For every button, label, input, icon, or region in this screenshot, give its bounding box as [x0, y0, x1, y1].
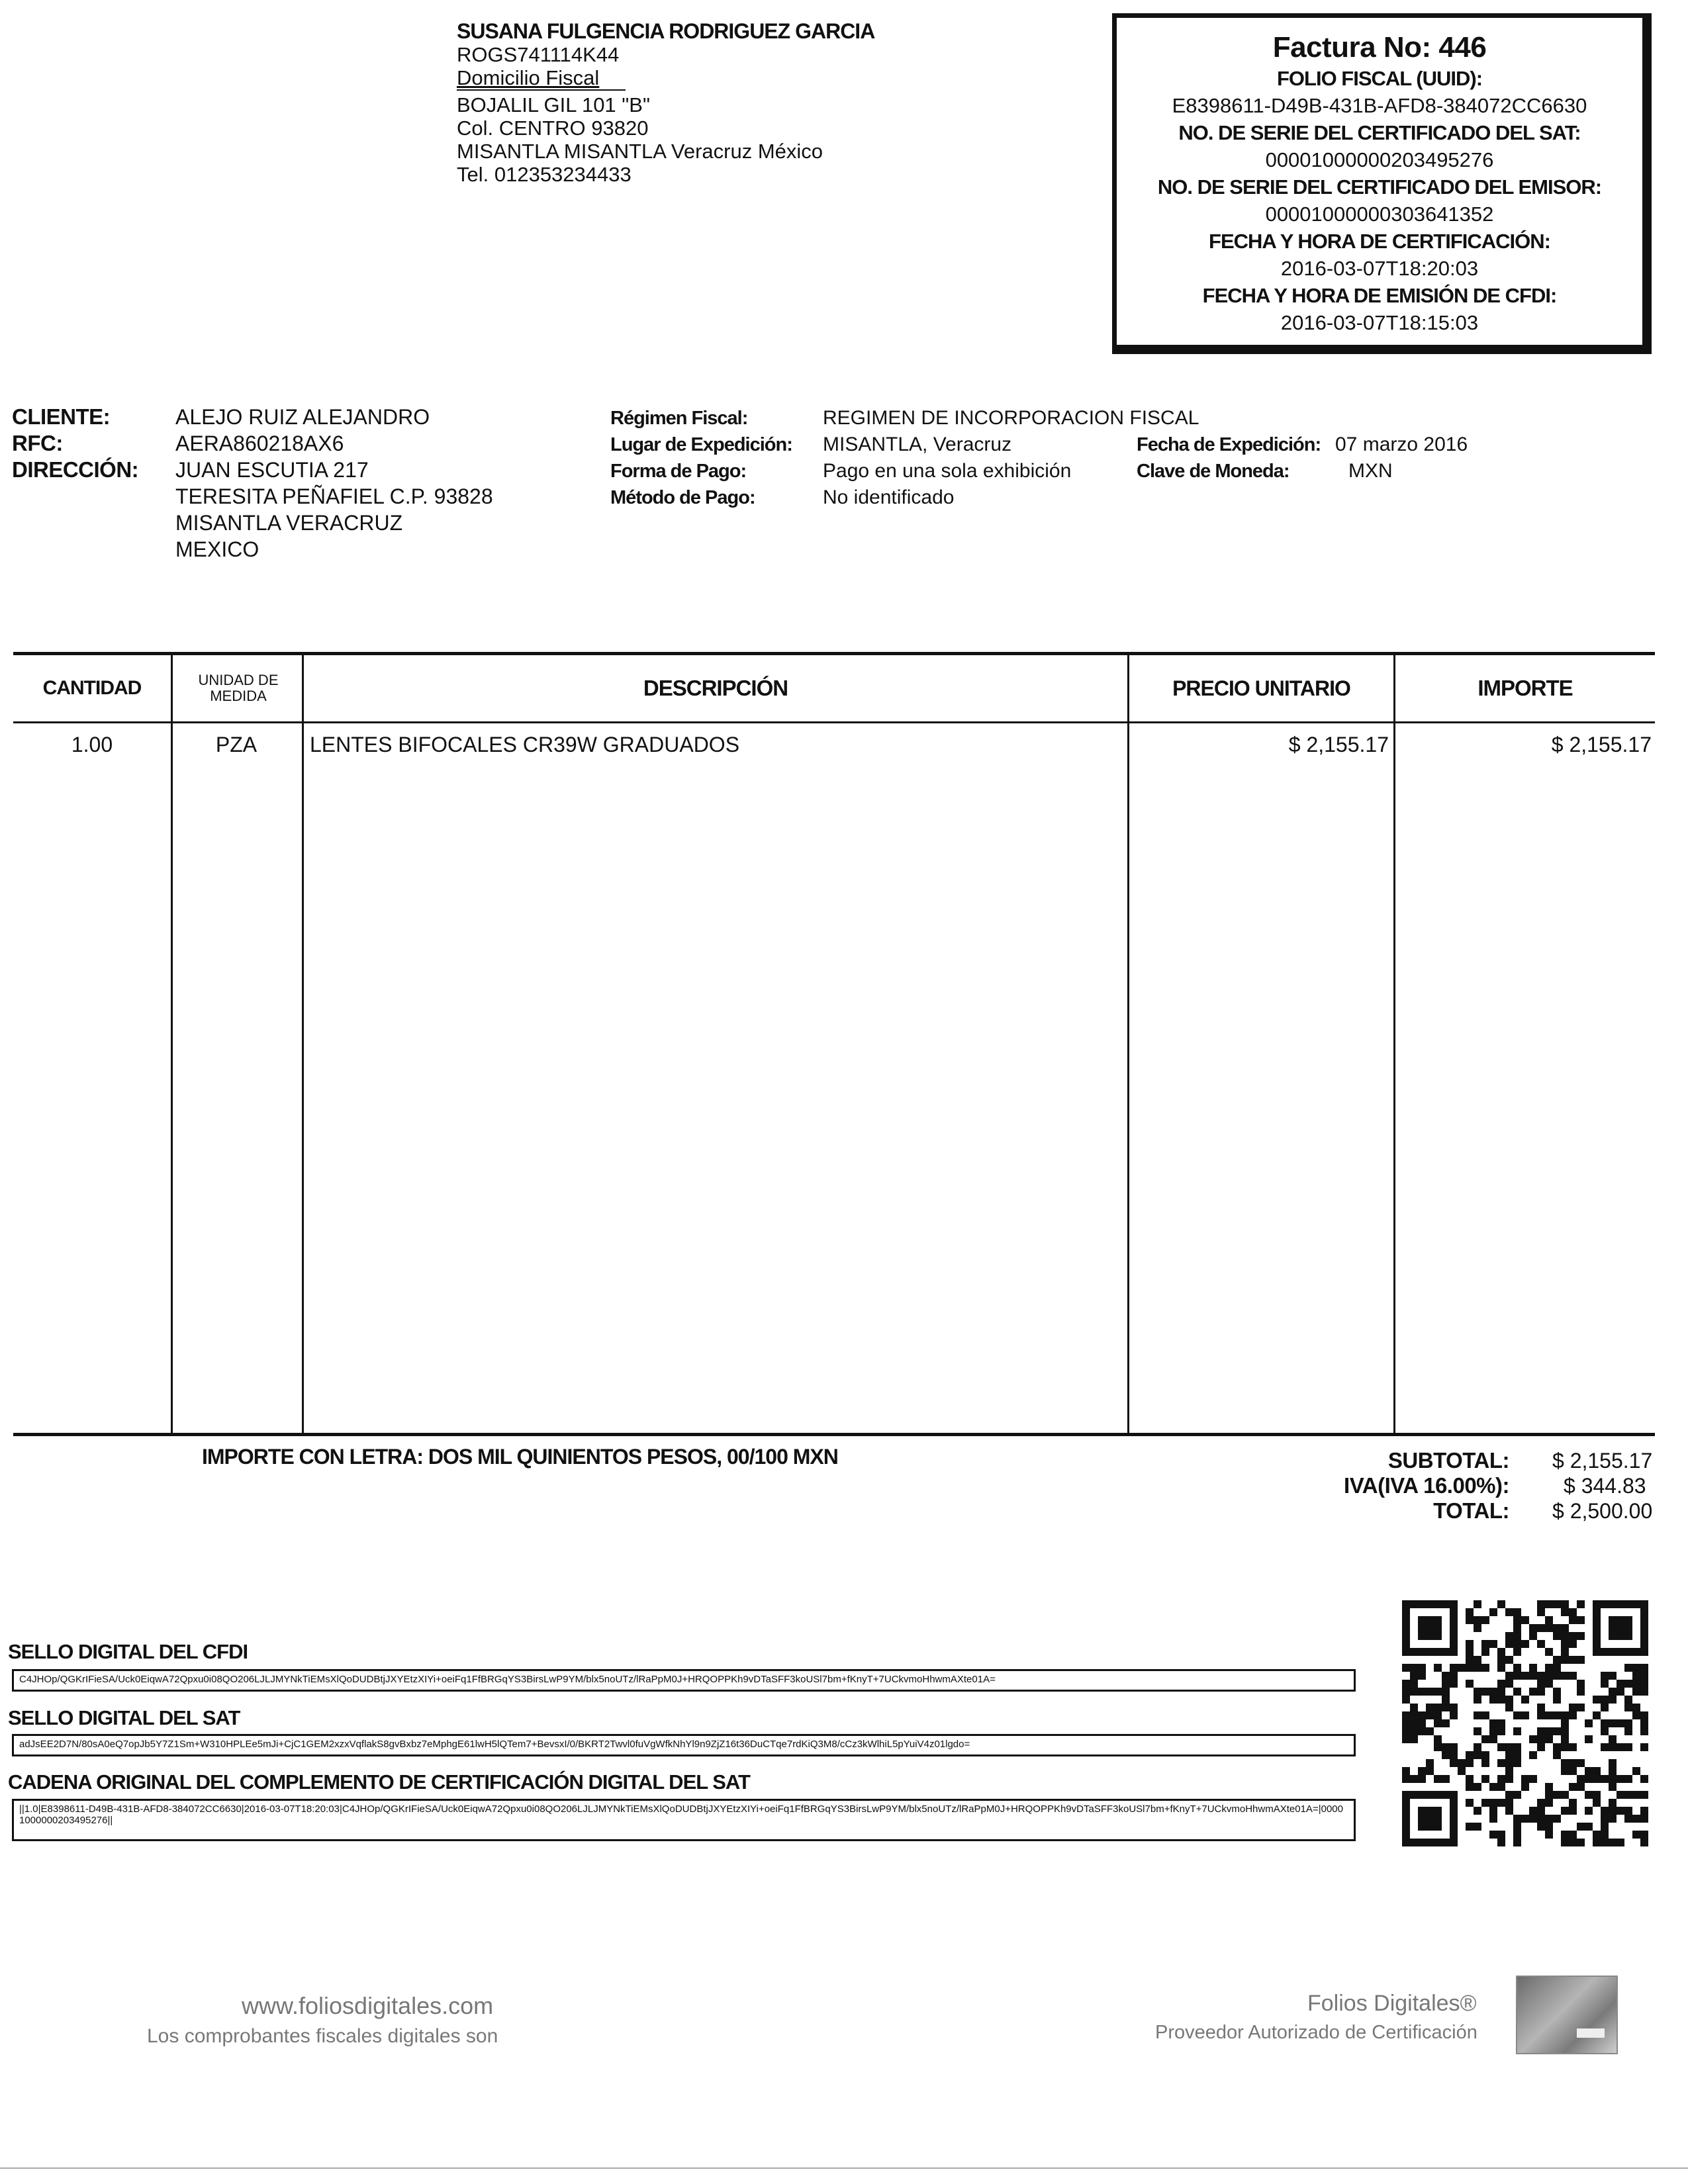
column-divider — [1393, 655, 1395, 1433]
invoice-info-box — [1112, 13, 1652, 354]
total-label: TOTAL: — [1433, 1498, 1509, 1523]
subtotal-label: SUBTOTAL: — [1387, 1448, 1509, 1473]
payment-form-value: Pago en una sola exhibición — [823, 460, 1072, 482]
footer-brand: Folios Digitales® — [1307, 1991, 1477, 2016]
sat-cert-label: NO. DE SERIE DEL CERTIFICADO DEL SAT: — [1178, 121, 1581, 144]
emission-datetime-label: FECHA Y HORA DE EMISIÓN DE CFDI: — [1202, 284, 1557, 307]
seal-tag — [1577, 2028, 1605, 2038]
client-city: MISANTLA VERACRUZ — [175, 511, 403, 535]
uuid-label: FOLIO FISCAL (UUID): — [1276, 67, 1483, 90]
row-unit: PZA — [215, 733, 258, 756]
date-labels — [1137, 432, 1321, 484]
currency-label: Clave de Moneda: — [1137, 461, 1289, 482]
header-unit-price: PRECIO UNITARIO — [1172, 676, 1350, 700]
cfdi-seal-title: SELLO DIGITAL DEL CFDI — [8, 1640, 248, 1663]
column-divider — [171, 655, 173, 1433]
emitter-block — [457, 20, 973, 186]
certification-seal-icon — [1516, 1976, 1618, 2054]
original-chain-value: ||1.0|E8398611-D49B-431B-AFD8-384072CC6630|2016-03-07T18:20:03|C4JHOp/QGKrIFieSA/Uck0EiqwA72Qpxu0i08QO206LJLJMYNkTiEMsXlQoDUDBtjJXYEtzXIYi+oeiFq1FfBRGqYS3BirsLwP9YM/blx5noUTz/lRaPpM0J+HRQOPPKh9vDTaSFF3koUSl7bm+fKnyT+7UCkvmoHhwmAXte01A=|00001000000203495276|| — [19, 1803, 1343, 1826]
emitter-phone: Tel. 012353234433 — [457, 163, 632, 186]
payment-method-label: Método de Pago: — [610, 487, 755, 508]
cert-datetime-label: FECHA Y HORA DE CERTIFICACIÓN: — [1209, 230, 1550, 253]
regime-label: Régimen Fiscal: — [610, 408, 748, 429]
currency-value: MXN — [1348, 460, 1393, 482]
subtotal-value: $ 2,155.17 — [1552, 1449, 1653, 1473]
cfdi-seal-box — [12, 1669, 1356, 1692]
sat-seal-box — [12, 1734, 1356, 1756]
client-label: CLIENTE: — [12, 404, 111, 429]
client-colony: TERESITA PEÑAFIEL C.P. 93828 — [175, 484, 493, 508]
client-country: MEXICO — [175, 537, 259, 561]
cfdi-seal-value: C4JHOp/QGKrIFieSA/Uck0EiqwA72Qpxu0i08QO206LJLJMYNkTiEMsXlQoDUDBtjJXYEtzXIYi+oeiFq1FfBRGqYS3BirsLwP9YM/blx5noUTz/lRaPpM0J+HRQOPPKh9vDTaSFF3koUSl7bm+fKnyT+7UCkvmoHhwmAXte01A= — [19, 1674, 996, 1685]
column-divider — [302, 655, 304, 1433]
emitter-street: BOJALIL GIL 101 "B" — [457, 93, 650, 116]
client-rfc-label: RFC: — [12, 431, 63, 455]
row-amount: $ 2,155.17 — [1551, 733, 1652, 756]
place-label: Lugar de Expedición: — [610, 434, 792, 455]
emitter-cert-label: NO. DE SERIE DEL CERTIFICADO DEL EMISOR: — [1157, 175, 1602, 199]
emission-datetime-value: 2016-03-07T18:15:03 — [1280, 311, 1479, 334]
issue-date-value: 07 marzo 2016 — [1335, 433, 1468, 455]
header-description: DESCRIPCIÓN — [643, 676, 788, 700]
fiscal-labels — [610, 405, 792, 511]
amount-in-words: IMPORTE CON LETRA: DOS MIL QUINIENTOS PESOS, 00/100 MXN — [202, 1445, 838, 1469]
invoice-number: Factura No: 446 — [1272, 31, 1487, 64]
sat-cert-value: 00001000000203495276 — [1265, 148, 1494, 171]
uuid-value: E8398611-D49B-431B-AFD8-384072CC6630 — [1172, 94, 1587, 117]
items-table — [13, 652, 1655, 1436]
emitter-domicile-label: Domicilio Fiscal — [457, 66, 600, 89]
row-unit-price: $ 2,155.17 — [1288, 733, 1389, 756]
payment-method-value: No identificado — [823, 486, 955, 508]
client-labels — [12, 404, 138, 483]
cert-datetime-value: 2016-03-07T18:20:03 — [1280, 257, 1479, 280]
row-description: LENTES BIFOCALES CR39W GRADUADOS — [310, 733, 740, 756]
emitter-rfc: ROGS741114K44 — [457, 43, 620, 66]
client-name: ALEJO RUIZ ALEJANDRO — [175, 405, 430, 429]
qr-code-icon — [1402, 1600, 1648, 1846]
iva-label: IVA(IVA 16.00%): — [1344, 1473, 1509, 1498]
sat-seal-value: adJsEE2D7N/80sA0eQ7opJb5Y7Z1Sm+W310HPLEe5mJi+CjC1GEM2xzxVqflakS8gvBxbz7eMphgE61lwH5lQTem7+BevsxI/0/BKRT2Twvl0fuVgWfkNhYl9n9ZjZ16t36DuCTqe7rdKiQ3M8/cCz3kWlhiL5pYuiV4z01lgdo= — [19, 1739, 970, 1750]
totals-labels — [1192, 1448, 1509, 1524]
header-unit: UNIDAD DE MEDIDA — [198, 672, 279, 704]
client-street: JUAN ESCUTIA 217 — [175, 458, 369, 482]
header-divider — [13, 721, 1655, 723]
client-address-label: DIRECCIÓN: — [12, 457, 139, 482]
totals-values — [1552, 1448, 1671, 1524]
original-chain-box — [12, 1799, 1356, 1841]
footer-website[interactable]: www.foliosdigitales.com — [242, 1992, 494, 2019]
emitter-cert-value: 00001000000303641352 — [1265, 203, 1494, 226]
date-values — [1335, 432, 1468, 484]
header-qty: CANTIDAD — [42, 677, 142, 699]
emitter-name: SUSANA FULGENCIA RODRIGUEZ GARCIA — [457, 19, 875, 43]
issue-date-label: Fecha de Expedición: — [1137, 434, 1321, 455]
emitter-colony: Col. CENTRO 93820 — [457, 116, 649, 140]
total-value: $ 2,500.00 — [1552, 1499, 1653, 1523]
iva-value: $ 344.83 — [1564, 1474, 1646, 1498]
footer-note: Los comprobantes fiscales digitales son — [147, 2025, 498, 2047]
regime-value: REGIMEN DE INCORPORACION FISCAL — [823, 407, 1199, 429]
footer-provider: Proveedor Autorizado de Certificación — [1155, 2022, 1477, 2043]
place-value: MISANTLA, Veracruz — [823, 433, 1012, 455]
header-amount: IMPORTE — [1477, 676, 1573, 700]
sat-seal-title: SELLO DIGITAL DEL SAT — [8, 1706, 240, 1729]
emitter-city: MISANTLA MISANTLA Veracruz México — [457, 140, 823, 163]
row-qty: 1.00 — [71, 733, 113, 756]
column-divider — [1127, 655, 1129, 1433]
bottom-rule — [0, 2167, 1688, 2169]
original-chain-title: CADENA ORIGINAL DEL COMPLEMENTO DE CERTIFICACIÓN DIGITAL DEL SAT — [8, 1770, 750, 1794]
client-values — [175, 404, 493, 563]
payment-form-label: Forma de Pago: — [610, 461, 747, 482]
client-rfc: AERA860218AX6 — [175, 432, 344, 455]
qr-code-graphic — [1402, 1600, 1648, 1846]
